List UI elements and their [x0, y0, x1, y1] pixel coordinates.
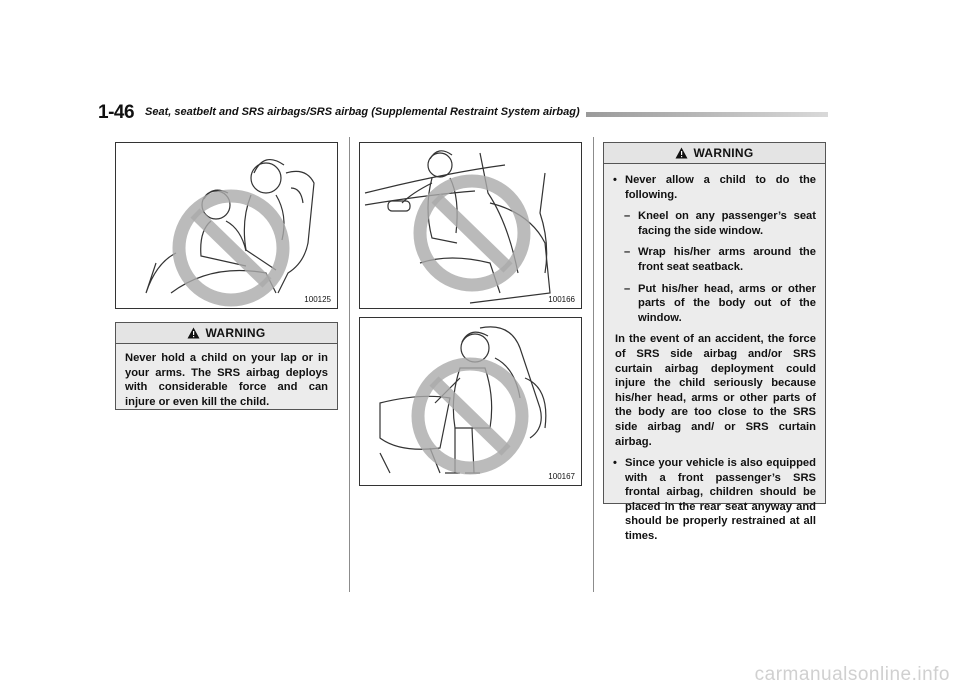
page-number: 1-46 [98, 102, 135, 123]
prohibited-sign-icon [420, 181, 524, 285]
bullet-item [613, 173, 816, 202]
figure-child-kneeling [359, 142, 582, 309]
figure-code: 100166 [548, 295, 575, 304]
prohibited-sign-icon [418, 364, 522, 468]
sub-item [613, 282, 816, 326]
watermark: carmanualsonline.info [754, 664, 950, 685]
warning-text: Never hold a child on your lap or in your arms. The SRS airbag deploys with considerable force and can injure or even kill the child. [125, 352, 328, 408]
warning-content [604, 164, 825, 554]
dash-icon: – [624, 282, 631, 295]
warning-triangle-icon [675, 145, 688, 165]
sub-item-text: Put his/her head, arms or other parts of the body out of the window. [638, 282, 816, 324]
sub-item [613, 209, 816, 238]
warning-title: WARNING [205, 326, 266, 340]
figure-code: 100125 [304, 295, 331, 304]
sub-item [613, 245, 816, 274]
prohibited-sign-icon [179, 196, 283, 300]
figure-child-standing [359, 317, 582, 486]
warning-header [116, 323, 337, 344]
warning-paragraph: In the event of an accident, the force of SRS side airbag and/or SRS curtain airbag deployment could injure the child seriously because his/her head, arms or other parts of the body are too close to the SRS side airbag and/ or SRS curtain airbag. [615, 333, 816, 448]
bullet-text: Never allow a child to do the following. [625, 174, 816, 201]
warning-title: WARNING [693, 146, 754, 160]
illustration-child-standing [360, 318, 582, 486]
column-divider-right [593, 137, 594, 592]
sub-item-text: Kneel on any passenger’s seat facing the side window. [638, 210, 816, 237]
bullet-item [613, 456, 816, 544]
figure-child-on-lap [115, 142, 338, 309]
warning-box-lap [115, 322, 338, 410]
column-divider-left [349, 137, 350, 592]
illustration-child-on-lap [116, 143, 338, 309]
bullet-icon: • [613, 457, 617, 470]
warning-header [604, 143, 825, 164]
dash-icon: – [624, 246, 631, 259]
warning-box-child-position [603, 142, 826, 543]
bullet-text: Since your vehicle is also equipped with a front passenger’s SRS frontal airbag, children should be placed in the rear seat anyway and should be properly restrained at all times. [625, 457, 816, 543]
sub-item-text: Wrap his/her arms around the front seat seatback. [638, 246, 816, 273]
figure-code: 100167 [548, 472, 575, 481]
bullet-icon: • [613, 174, 617, 186]
dash-icon: – [624, 210, 631, 223]
illustration-child-kneeling [360, 143, 582, 309]
running-title: Seat, seatbelt and SRS airbags/SRS airbag (Supplemental Restraint System airbag) [145, 106, 580, 118]
page-header [98, 100, 828, 126]
header-rule [586, 112, 828, 117]
warning-triangle-icon [187, 325, 200, 345]
